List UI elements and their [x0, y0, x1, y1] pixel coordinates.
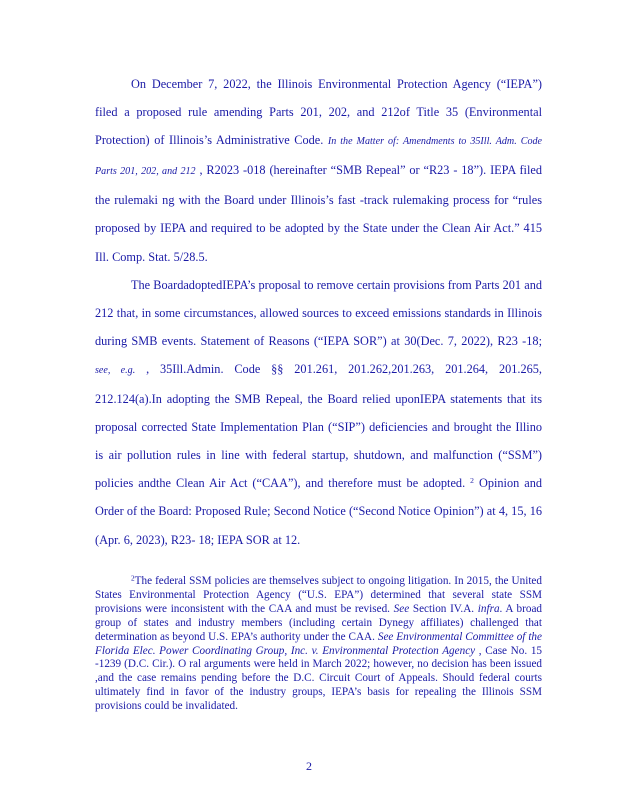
- footnote-see-italic: See: [393, 602, 410, 615]
- footnote-text-d: , Case No. 15 -1239 (D.C. Cir.). O ral arguments were held in March 2022; however, no decision has been issued ,and the case remains pending before the D.C. Circuit Court of Appeals. Should federal courts ultimately find in favor of the industry groups, IEPA’s basis for repealing the Illinois SSM provisions could be invalidated.: [95, 644, 543, 713]
- paragraph-1-text-b: , R2023 -018 (hereinafter “SMB Repeal” or “R23 - 18”). IEPA filed the rulemaki ng with the Board under Illinois’s fast -track rulemaking process for “rules proposed by IEPA and required to be adopted by the State under the Clean Air Act.” 415 Ill. Comp. Stat. 5/28.5.: [95, 163, 542, 264]
- footnote-infra-italic: infra: [477, 602, 500, 615]
- footnote: [95, 575, 542, 714]
- paragraph-2-text-c: Opinion and Order of the Board: Proposed Rule; Second Notice (“Second Notice Opinion”) at 4, 15, 16 (Apr. 6, 2023), R23- 18; IEPA SOR at 12.: [95, 476, 543, 547]
- footnote-reference[interactable]: 2: [470, 476, 474, 486]
- footnote-2: [95, 575, 542, 714]
- footnote-marker: 2: [131, 574, 135, 583]
- paragraph-2-text-b: , 35Ill.Admin. Code §§ 201.261, 201.262,201.263, 201.264, 201.265, 212.124(a).In adopting the SMB Repeal, the Board relied uponIEPA statements that its proposal corrected State Implementation Plan (“SIP”) deficiencies and brought the Illino is air pollution rules in line with federal startup, shutdown, and malfunction (“SSM”) policies andthe Clean Air Act (“CAA”), and therefore must be adopted.: [95, 361, 542, 491]
- footnote-text-a: The federal SSM policies are themselves subject to ongoing litigation. In 2015, the United States Environmental Protection Agency (“U.S. EPA”) determined that several state SSM provisions were inconsistent with the CAA and must be revised.: [95, 575, 542, 615]
- footnote-text-c: . A broad group of states and industry members (including certain Dynegy affiliates) challenged that determination as beyond U.S. EPA’s authority under the CAA.: [95, 602, 542, 643]
- paragraph-2: [95, 271, 542, 554]
- paragraph-1-text-a: On December 7, 2022, the Illinois Environmental Protection Agency (“IEPA”) filed a proposed rule amending Parts 201, 202, and 212of Title 35 (Environmental Protection) of Illinois’s Administrative Code.: [95, 77, 542, 148]
- paragraph-1: [95, 70, 542, 271]
- footnote-text-b: Section IV.A.: [409, 602, 478, 615]
- paragraph-2-text-a: The BoardadoptedIEPA’s proposal to remove certain provisions from Parts 201 and 212 that, in some circumstances, allowed sources to exceed emissions standards in Illinois during SMB events. Statement of Reasons (“IEPA SOR”) at 30(Dec. 7, 2022), R23 -18;: [95, 277, 542, 348]
- case-citation-italic: In the Matter of: Amendments to 35Ill. Adm. Code Parts 201, 202, and 212: [95, 136, 542, 178]
- page-number: 2: [306, 759, 312, 773]
- footnote-case-italic: See Environmental Committee of the Florida Elec. Power Coordinating Group, Inc. v. Environmental Protection Agency: [95, 630, 542, 657]
- body-text: [95, 70, 542, 554]
- see-eg-italic: see, e.g.: [95, 364, 136, 376]
